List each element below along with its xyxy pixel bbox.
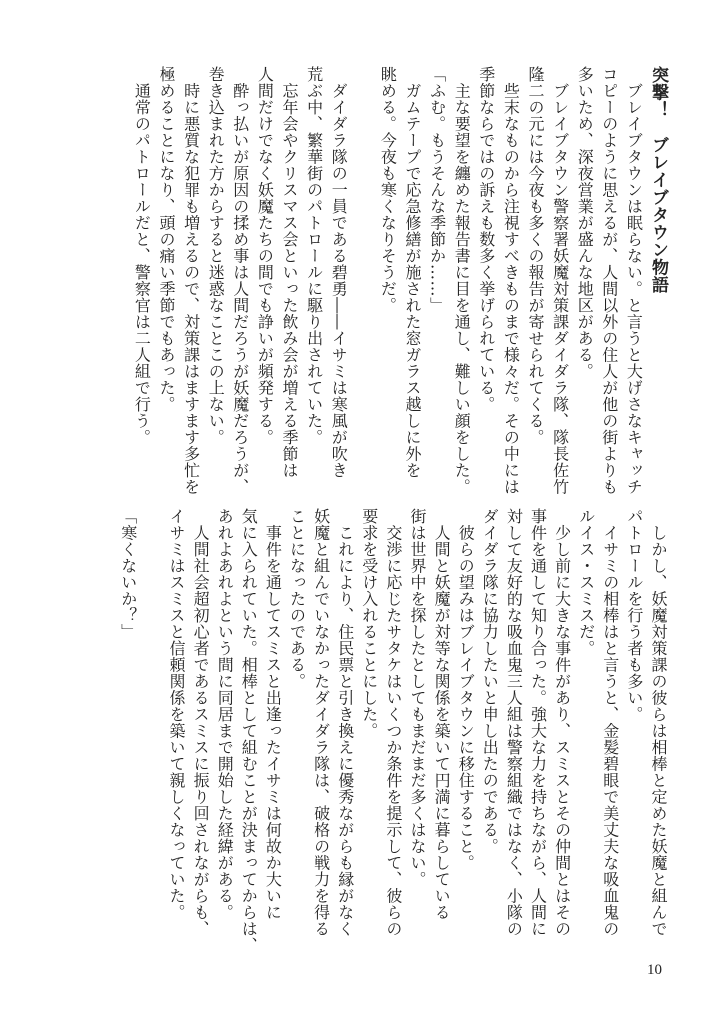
text-line: イサミの相棒はと言うと、金髪碧眼で美丈夫な吸血鬼の [600, 508, 620, 937]
text-line: コピーのように思えるが、人間以外の住人が他の街よりも [599, 66, 619, 495]
text-line: 極めることになり、頭の痛い季節でもあった。 [157, 66, 176, 413]
text-line: ことになったのである。 [287, 508, 307, 690]
text-line: 人間社会超初心者であるスミスに振り回されながらも、 [191, 508, 211, 937]
text-line: 隆二の元には今夜も多くの報告が寄せられてくる。 [526, 66, 545, 446]
text-line: 彼らの望みはブレイブタウンに移住すること。 [456, 508, 476, 871]
text-line: 少し前に大きな事件があり、スミスとその仲間とはその [552, 508, 572, 937]
page-number: 10 [647, 962, 662, 978]
blank-line [141, 508, 163, 525]
text-line: 交渉に応じたサタケはいくつか条件を提示して、彼らの [383, 508, 403, 937]
chapter-title: 突撃！ ブレイブタウン物語 [648, 66, 668, 294]
text-line: 人間と妖魔が対等な関係を築いて円満に暮らしている [432, 508, 452, 921]
text-line: 街は世界中を探したとしてもまだまだ多くはない。 [408, 508, 427, 888]
dialogue-line: 「寒くないか？」 [118, 508, 138, 640]
text-line: 通常のパトロールだと、警察官は二人組で行う。 [132, 66, 152, 446]
text-line: 主な要望を纏めた報告書に目を通し、難しい顔をした。 [452, 66, 472, 495]
text-line: 気に入られていた。相棒として組むことが決まってからは、 [239, 508, 259, 954]
text-line: イサミはスミスと信頼関係を築いて親しくなっていた。 [167, 508, 186, 921]
text-line: 時に悪質な犯罪も増えるので、対策課はますます多忙を [181, 66, 201, 495]
text-line: 要求を受け入れることにした。 [359, 508, 379, 739]
text-line: 妖魔と組んでいなかったダイダラ隊は、破格の戦力を得る [311, 508, 331, 937]
text-line: これにより、住民票と引き換えに優秀ながらも縁がなく [335, 508, 355, 937]
text-line: 多いため、深夜営業が盛んな地区がある。 [575, 66, 595, 380]
text-line: 忘年会やクリスマス会といった飲み会が増える季節は [280, 66, 299, 479]
text-line: 「ふむ。もうそんな季節か……」 [427, 66, 447, 314]
text-line: 荒ぶ中、繁華街のパトロールに駆り出されていた。 [304, 66, 324, 446]
text-line: ダイダラ隊に協力したいと申し出たのである。 [480, 508, 500, 855]
text-line: 眺める。今夜も寒くなりそうだ。 [378, 66, 398, 314]
text-line: 対して友好的な吸血鬼三人組は警察組織ではなく、小隊の [504, 508, 524, 937]
text-line: 季節ならではの訴えも数多く挙げられている。 [476, 66, 496, 413]
text-line: 巻き込まれた方からすると迷惑なことこの上ない。 [206, 66, 226, 446]
text-line: しかし、妖魔対策課の彼らは相棒と定めた妖魔と組んで [649, 508, 668, 937]
text-line: ダイダラ隊の一員である碧勇――イサミは寒風が吹き [329, 66, 349, 479]
text-line: 些末なものから注視すべきものまで様々だ。その中には [501, 66, 521, 495]
text-line: ガムテープで応急修繕が施された窓ガラス越しに外を [403, 66, 422, 479]
text-line: 事件を通して知り合った。強大な力を持ちながら、人間に [528, 508, 548, 937]
text-line: パトロールを行う者も多い。 [624, 508, 644, 723]
text-line: 事件を通してスミスと出逢ったイサミは何故か大いに [263, 508, 283, 921]
text-line: ルイス・スミスだ。 [576, 508, 596, 657]
text-line: 人間だけでなく妖魔たちの間でも諍いが頻発する。 [255, 66, 275, 446]
text-line: 酔っ払いが原因の揉め事は人間だろうが妖魔だろうが、 [230, 66, 250, 495]
text-line: ブレイブタウンは眠らない。と言うと大げさなキャッチ [624, 66, 644, 495]
text-line: あれよあれよという間に同居まで開始した経緯がある。 [215, 508, 235, 921]
text-line: ブレイブタウン警察署妖魔対策課ダイダラ隊、隊長佐竹 [550, 66, 570, 495]
